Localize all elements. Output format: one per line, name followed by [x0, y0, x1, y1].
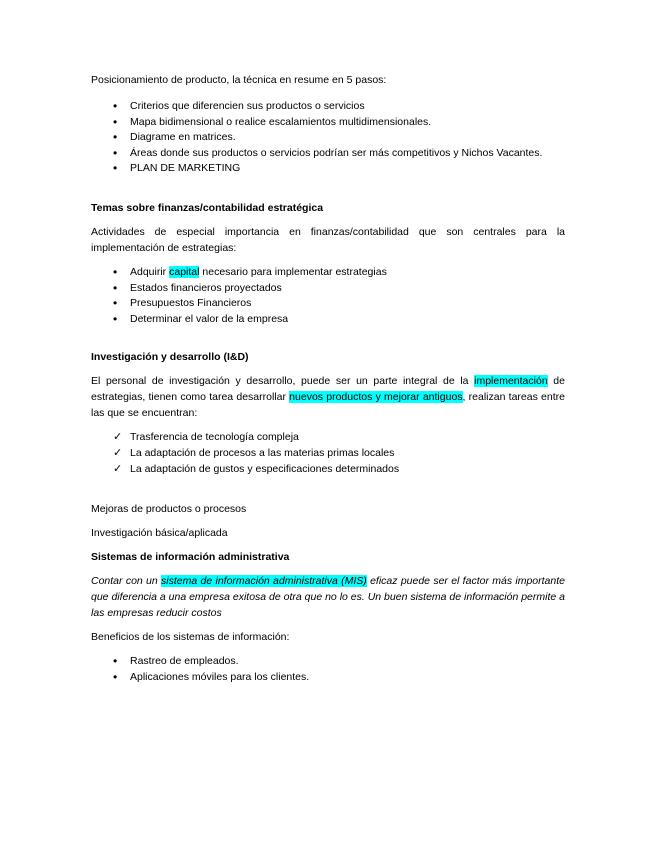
list-item: • Rastreo de empleados. — [113, 654, 239, 669]
list-item: • Áreas donde sus productos o servicios podrían ser más competitivos y Nichos Vacantes. — [113, 145, 543, 160]
positioning-list — [91, 99, 565, 177]
bullet-icon: • — [113, 114, 118, 129]
highlight: sistema de información administrativa (MIS) — [161, 575, 367, 588]
list-item: • Estados financieros proyectados — [113, 280, 282, 295]
bullet-icon: • — [113, 130, 118, 145]
document-body — [91, 72, 565, 685]
rd-improvements-line: Mejoras de productos o procesos — [91, 503, 247, 516]
check-icon: ✓ — [113, 431, 123, 444]
bullet-icon: • — [113, 654, 118, 669]
bullet-icon: • — [113, 264, 118, 279]
bullet-icon: • — [113, 669, 118, 684]
positioning-intro: Posicionamiento de producto, la técnica en resume en 5 pasos: — [91, 74, 387, 86]
finance-paragraph: Actividades de especial importancia en finanzas/contabilidad que son centrales para la implementación de estrategias: — [91, 225, 565, 254]
rd-paragraph: El personal de investigación y desarrollo, puede ser un parte integral de la implementación de estrategias, tienen como tarea desarrollar nuevos productos y mejorar antiguos, realizan tareas entre las que se encuentran: — [91, 375, 565, 420]
list-item: ✓ La adaptación de procesos a las materias primas locales — [91, 446, 565, 462]
list-item: • Criterios que diferencien sus productos o servicios — [113, 99, 365, 113]
bullet-icon: • — [113, 161, 118, 176]
list-item: ✓ La adaptación de gustos y especificaciones determinados — [91, 462, 565, 478]
finance-list — [91, 265, 565, 327]
list-item: • Diagrame en matrices. — [113, 130, 236, 145]
bullet-icon: • — [113, 311, 118, 326]
list-item: • Mapa bidimensional o realice escalamientos multidimensionales. — [113, 114, 432, 129]
bullet-icon: • — [113, 145, 118, 160]
check-icon: ✓ — [113, 462, 123, 475]
list-item: • PLAN DE MARKETING — [113, 161, 241, 176]
check-icon: ✓ — [113, 446, 123, 459]
mis-benefits-intro: Beneficios de los sistemas de información: — [91, 631, 290, 644]
highlight: capital — [169, 265, 200, 278]
finance-heading: Temas sobre finanzas/contabilidad estratégica — [91, 201, 324, 214]
highlight: implementación — [474, 375, 548, 388]
highlight: nuevos productos y mejorar antiguos — [289, 391, 463, 404]
bullet-icon: • — [113, 296, 118, 311]
list-item: • Determinar el valor de la empresa — [113, 311, 289, 326]
list-item: • Aplicaciones móviles para los clientes. — [113, 669, 310, 684]
bullet-icon: • — [113, 99, 118, 113]
list-item: • Presupuestos Financieros — [113, 296, 252, 311]
list-item: ✓ Trasferencia de tecnología compleja — [91, 430, 565, 446]
rd-research-line: Investigación básica/aplicada — [91, 527, 228, 540]
mis-benefits-list — [91, 654, 565, 685]
bullet-icon: • — [113, 280, 118, 295]
rd-checklist — [91, 430, 565, 477]
mis-paragraph: Contar con un sistema de información administrativa (MIS) eficaz puede ser el factor más importante que diferencia a una empresa exitosa de otra que no lo es. Un buen sistema de información permite a las empresas reducir costos — [91, 575, 565, 620]
list-item: • Adquirir capital necesario para implementar estrategias — [113, 264, 387, 279]
mis-heading: Sistemas de información administrativa — [91, 551, 290, 564]
rd-heading: Investigación y desarrollo (I&D) — [91, 351, 249, 364]
